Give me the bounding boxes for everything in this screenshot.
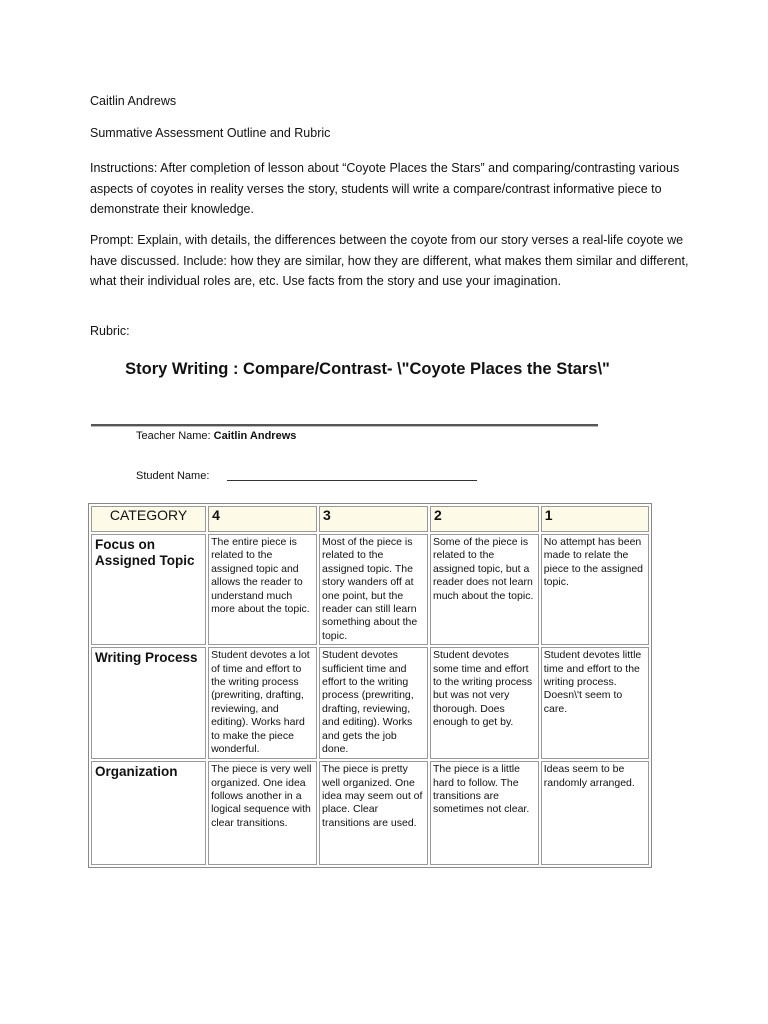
- rubric-cell: Student devotes a lot of time and effort to the writing process (prewriting, drafting, reviewing, and editing). Works hard to make the piece wonderful.: [208, 647, 317, 759]
- rubric-header-row: [91, 506, 649, 532]
- document-subtitle: Summative Assessment Outline and Rubric: [90, 126, 331, 140]
- table-row: [91, 761, 649, 865]
- instructions-label: Instructions:: [90, 161, 158, 175]
- category-cell: Focus on Assigned Topic: [91, 534, 206, 645]
- rubric-cell: Ideas seem to be randomly arranged.: [541, 761, 649, 865]
- student-name-blank: [227, 480, 477, 481]
- student-label: Student Name:: [136, 470, 210, 482]
- rubric-table: [88, 503, 652, 868]
- instructions-paragraph: [90, 158, 690, 220]
- column-header-3: 3: [319, 506, 428, 532]
- prompt-text: Explain, with details, the differences between the coyote from our story verses a real-life coyote we have discussed. Include: how they are similar, how they are different, what makes them similar and different, what their individual roles are, etc. Use facts from the story and use your imagination.: [90, 233, 689, 288]
- teacher-name: Caitlin Andrews: [213, 430, 297, 442]
- table-row: [91, 647, 649, 759]
- teacher-name-line: [136, 430, 296, 442]
- rubric-cell: Student devotes little time and effort to the writing process. Doesn\'t seem to care.: [541, 647, 649, 759]
- rubric-cell: The piece is pretty well organized. One idea may seem out of place. Clear transitions are used.: [319, 761, 428, 865]
- rubric-cell: Student devotes sufficient time and effort to the writing process (prewriting, drafting, reviewing, and editing). Works and gets the job done.: [319, 647, 428, 759]
- prompt-paragraph: [90, 230, 690, 292]
- column-header-category: CATEGORY: [91, 506, 206, 532]
- rubric-cell: Some of the piece is related to the assigned topic, but a reader does not learn much about the topic.: [430, 534, 539, 645]
- rubric-cell: No attempt has been made to relate the piece to the assigned topic.: [541, 534, 649, 645]
- prompt-label: Prompt:: [90, 233, 134, 247]
- column-header-4: 4: [208, 506, 317, 532]
- rubric-cell: Most of the piece is related to the assigned topic. The story wanders off at one point, but the reader can still learn something about the topic.: [319, 534, 428, 645]
- instructions-text: After completion of lesson about “Coyote Places the Stars” and comparing/contrasting various aspects of coyotes in reality verses the story, students will write a compare/contrast informative piece to demonstrate their knowledge.: [90, 161, 680, 216]
- student-name-line: [136, 470, 477, 482]
- rubric-cell: The entire piece is related to the assigned topic and allows the reader to understand much more about the topic.: [208, 534, 317, 645]
- category-cell: Organization: [91, 761, 206, 865]
- rubric-cell: The piece is very well organized. One idea follows another in a logical sequence with clear transitions.: [208, 761, 317, 865]
- category-cell: Writing Process: [91, 647, 206, 759]
- table-row: [91, 534, 649, 645]
- column-header-1: 1: [541, 506, 649, 532]
- rubric-label: Rubric:: [90, 324, 130, 338]
- column-header-2: 2: [430, 506, 539, 532]
- rubric-cell: The piece is a little hard to follow. The transitions are sometimes not clear.: [430, 761, 539, 865]
- rubric-title: Story Writing : Compare/Contrast- \"Coyote Places the Stars\": [125, 360, 610, 378]
- rubric-cell: Student devotes some time and effort to the writing process but was not very thorough. Does enough to get by.: [430, 647, 539, 759]
- author-name: Caitlin Andrews: [90, 94, 177, 108]
- title-divider: [91, 424, 598, 427]
- teacher-label: Teacher Name:: [136, 430, 211, 442]
